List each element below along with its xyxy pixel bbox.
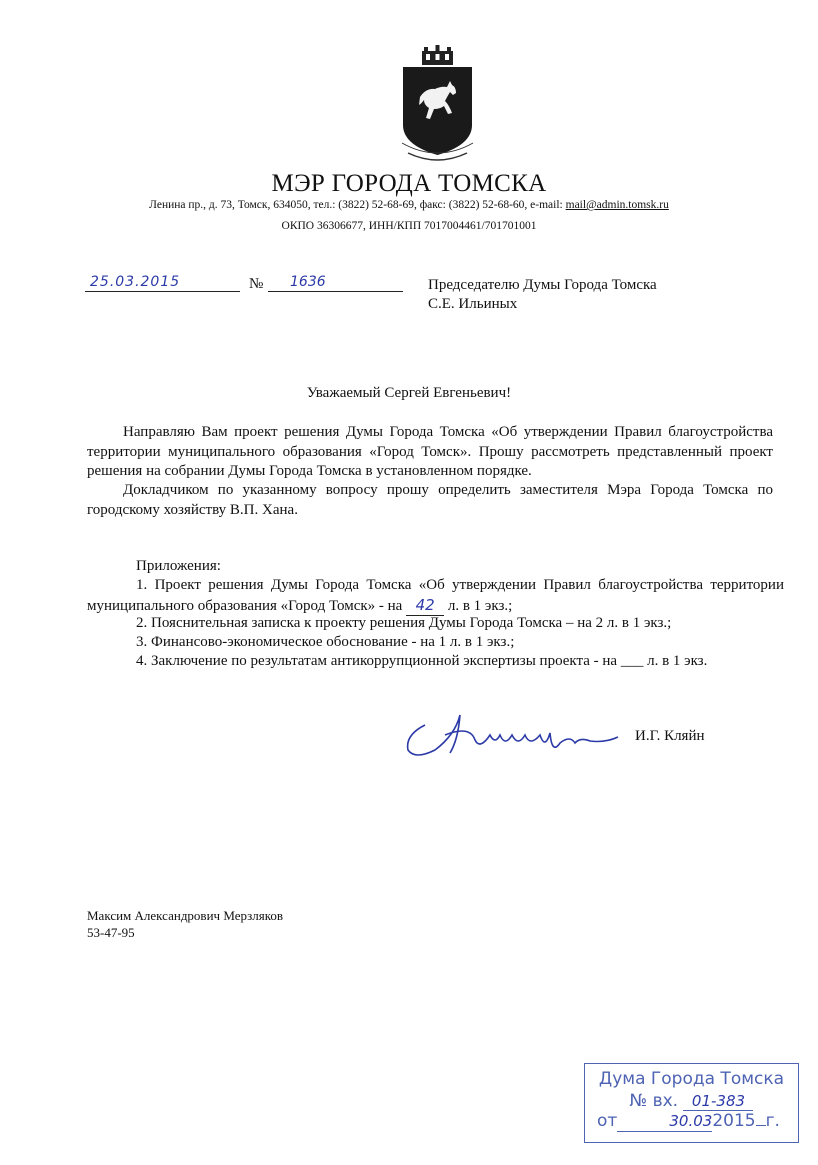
city-emblem (400, 45, 475, 168)
attachments-title: Приложения: (136, 558, 221, 574)
attachment-item-2: 2. Пояснительная записка к проекту решения Думы Города Томска – на 2 л. в 1 экз.; (136, 615, 672, 631)
greeting: Уважаемый Сергей Евгеньевич! (306, 385, 512, 401)
crown-icon (422, 45, 453, 65)
stamp-date: от 30.032015 г. (597, 1111, 780, 1131)
date-underline (85, 291, 240, 292)
body-paragraph-1: Направляю Вам проект решения Думы Города Томска «Об утверждении Правил благоустройства территории муниципального образования «Город Томск». Прошу рассмотреть представленный проект решения на собрании Думы Города Томска в установленном порядке. (87, 424, 773, 479)
addressee-name: С.Е. Ильиных (428, 296, 518, 312)
body-paragraph-2: Докладчиком по указанному вопросу прошу определить заместителя Мэра Города Томска по городскому хозяйству В.П. Хана. (87, 482, 773, 518)
signer-name: И.Г. Кляйн (635, 728, 705, 744)
attachment-item-4: 4. Заключение по результатам антикоррупционной экспертизы проекта - на ___ л. в 1 экз. (136, 653, 708, 669)
addressee-block (428, 276, 657, 314)
registration-number: 1636 (290, 274, 326, 290)
executor-name: Максим Александрович Мерзляков (87, 908, 284, 923)
executor-block (87, 907, 283, 941)
attachment-item-3: 3. Финансово-экономическое обоснование - на 1 л. в 1 экз.; (136, 634, 515, 650)
addressee-position: Председателю Думы Города Томска (428, 277, 657, 293)
executor-phone: 53-47-95 (87, 925, 135, 940)
number-underline (268, 291, 403, 292)
number-sign: № (249, 276, 264, 292)
stamp-incoming-number: № вх. 01-383 (585, 1091, 798, 1111)
handwritten-signature (400, 705, 625, 765)
registration-date: 25.03.2015 (90, 274, 181, 290)
stamp-org: Дума Города Томска (598, 1069, 785, 1089)
sender-address: Ленина пр., д. 73, Томск, 634050, тел.: (3822) 52-68-69, факс: (3822) 52-68-60, e-mail: mail@admin.tomsk.ru (149, 199, 669, 211)
attachment-item-1: 1. Проект решения Думы Города Томска «Об утверждении Правил благоустройства территории муниципального образования «Город Томск» - на 42 л. в 1 экз.; (87, 576, 784, 616)
attachment-pages: 42 (406, 596, 444, 617)
document-title: МЭР ГОРОДА ТОМСКА (271, 170, 547, 197)
email-link[interactable]: mail@admin.tomsk.ru (565, 199, 669, 211)
incoming-stamp (584, 1063, 799, 1143)
sender-codes: ОКПО 36306677, ИНН/КПП 7017004461/701701001 (281, 220, 537, 232)
